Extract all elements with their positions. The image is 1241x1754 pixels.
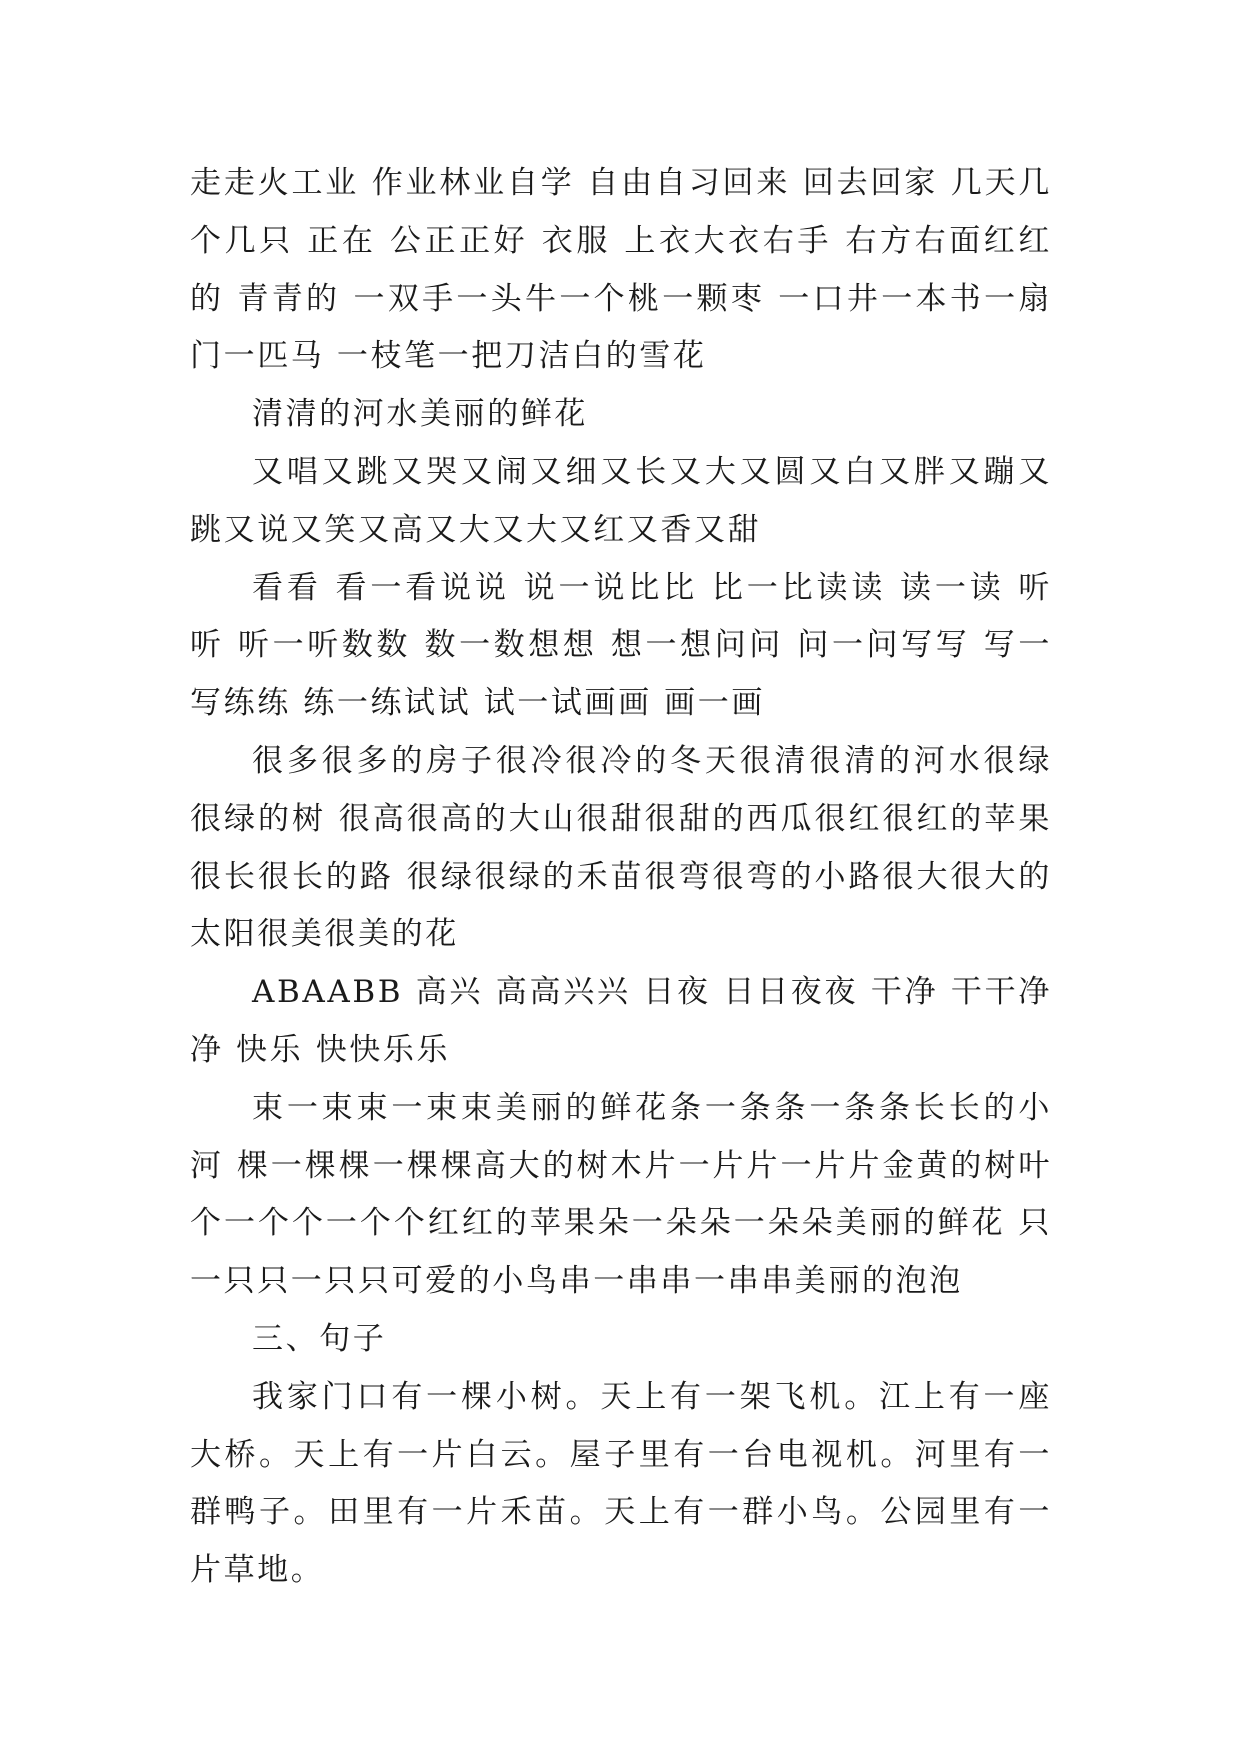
paragraph-aabb-words: ABAABB 高兴 高高兴兴 日夜 日日夜夜 干净 干干净净 快乐 快快乐乐 [190,974,1052,1068]
paragraph-reduplicated-verbs: 看看 看一看说说 说一说比比 比一比读读 读一读 听听 听一听数数 数一数想想 想一想问问 问一问写写 写一写练练 练一练试试 试一试画画 画一画 [190,569,1052,722]
paragraph-clear-water: 清清的河水美丽的鲜花 [252,396,588,433]
paragraph-hen-pattern: 很多很多的房子很冷很冷的冬天很清很清的河水很绿很绿的树 很高很高的大山很甜很甜的西瓜很红很红的苹果很长很长的路 很绿很绿的禾苗很弯很弯的小路很大很大的太阳很美很美的花 [190,742,1052,953]
paragraph-measure-words: 束一束束一束束美丽的鲜花条一条条一条条长长的小河 棵一棵棵一棵棵高大的树木片一片片一片片金黄的树叶个一个个一个个红红的苹果朵一朵朵一朵朵美丽的鲜花 只一只只一只只可爱的小鸟串一串串一串串美丽的泡泡 [190,1089,1052,1300]
paragraph-sentences: 我家门口有一棵小树。天上有一架飞机。江上有一座大桥。天上有一片白云。屋子里有一台电视机。河里有一群鸭子。田里有一片禾苗。天上有一群小鸟。公园里有一片草地。 [190,1378,1052,1589]
paragraph-word-list: 走走火工业 作业林业自学 自由自习回来 回去回家 几天几个几只 正在 公正正好 衣服 上衣大衣右手 右方右面红红的 青青的 一双手一头牛一个桃一颗枣 一口井一本书一扇门一匹马 一枝笔一把刀洁白的雪花 [190,165,1052,375]
paragraph-you-pattern: 又唱又跳又哭又闹又细又长又大又圆又白又胖又蹦又跳又说又笑又高又大又大又红又香又甜 [190,453,1052,548]
section-heading-sentences: 三、句子 [252,1320,387,1357]
document-body [190,155,1052,1600]
